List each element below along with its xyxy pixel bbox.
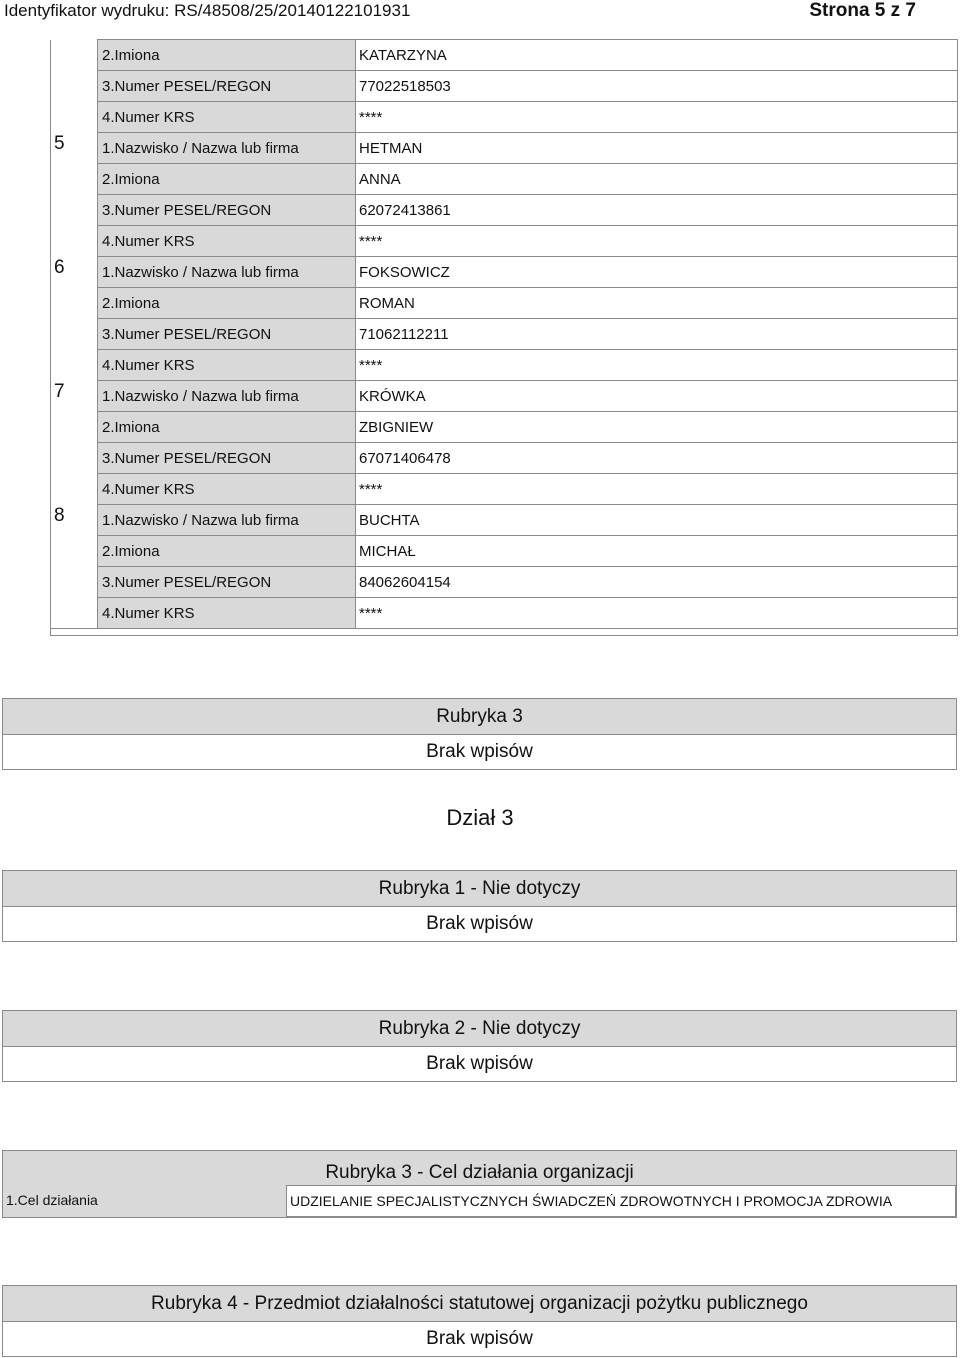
entry-number [51,195,98,226]
dzial3-rubryka-2-empty: Brak wpisów [3,1047,956,1081]
field-label: 3.Numer PESEL/REGON [98,195,356,226]
table-row [51,474,958,505]
field-label: 3.Numer PESEL/REGON [98,443,356,474]
field-label: 4.Numer KRS [98,102,356,133]
table-row [51,412,958,443]
dzial3-rubryka-3-title: Rubryka 3 - Cel działania organizacji [325,1162,634,1183]
field-value: **** [356,598,958,629]
table-row [51,567,958,598]
dzial3-rubryka-1-title: Rubryka 1 - Nie dotyczy [3,871,956,907]
field-label: 4.Numer KRS [98,350,356,381]
table-row [51,505,958,536]
table-end-row [51,629,958,636]
table-row [51,102,958,133]
entry-number [51,350,98,381]
entry-number: 5 [51,133,98,164]
field-label: 4.Numer KRS [98,474,356,505]
field-label: 4.Numer KRS [98,226,356,257]
field-label: 1.Nazwisko / Nazwa lub firma [98,257,356,288]
rubryka-3-empty: Brak wpisów [3,735,956,769]
field-value: **** [356,102,958,133]
field-label: 4.Numer KRS [98,598,356,629]
field-value: KATARZYNA [356,40,958,71]
field-value: **** [356,226,958,257]
field-label: 2.Imiona [98,40,356,71]
entry-number [51,40,98,71]
field-label: 1.Nazwisko / Nazwa lub firma [98,505,356,536]
entry-number [51,288,98,319]
table-row [51,164,958,195]
entry-number [51,102,98,133]
table-row [51,536,958,567]
table-end-cell [51,629,958,636]
field-label: 3.Numer PESEL/REGON [98,71,356,102]
entry-number [51,474,98,505]
persons-table [50,39,958,636]
rubryka-3-title: Rubryka 3 [3,699,956,735]
field-label: 3.Numer PESEL/REGON [98,319,356,350]
rubryka-3-box [2,698,957,770]
field-value: 84062604154 [356,567,958,598]
field-value: **** [356,350,958,381]
field-value: ANNA [356,164,958,195]
table-row [51,40,958,71]
entry-number: 8 [51,505,98,536]
entry-number [51,226,98,257]
entry-number [51,164,98,195]
field-label: 2.Imiona [98,412,356,443]
cel-dzialania-value: UDZIELANIE SPECJALISTYCZNYCH ŚWIADCZEŃ ZDROWOTNYCH I PROMOCJA ZDROWIA [286,1185,956,1217]
field-label: 2.Imiona [98,536,356,567]
field-label: 2.Imiona [98,288,356,319]
dzial3-rubryka-2-box [2,1010,957,1082]
field-value: FOKSOWICZ [356,257,958,288]
page-number: Strona 5 z 7 [809,0,916,21]
field-value: KRÓWKA [356,381,958,412]
dzial3-rubryka-4-box [2,1285,957,1357]
table-row [51,598,958,629]
dzial3-rubryka-1-box [2,870,957,942]
entry-number: 6 [51,257,98,288]
dzial3-rubryka-4-empty: Brak wpisów [3,1322,956,1356]
field-label: 3.Numer PESEL/REGON [98,567,356,598]
table-row [51,350,958,381]
field-value: **** [356,474,958,505]
entry-number [51,536,98,567]
dzial3-rubryka-2-title: Rubryka 2 - Nie dotyczy [3,1011,956,1047]
dzial-3-title: Dział 3 [446,805,514,830]
field-value: HETMAN [356,133,958,164]
field-label: 1.Nazwisko / Nazwa lub firma [98,133,356,164]
field-label: 2.Imiona [98,164,356,195]
table-row [51,257,958,288]
field-value: MICHAŁ [356,536,958,567]
dzial3-rubryka-1-empty: Brak wpisów [3,907,956,941]
dzial3-rubryka-3-box [2,1150,957,1218]
table-row [51,226,958,257]
entry-number [51,567,98,598]
field-value: 71062112211 [356,319,958,350]
entry-number [51,412,98,443]
field-value: ZBIGNIEW [356,412,958,443]
entry-number: 7 [51,381,98,412]
field-label: 1.Nazwisko / Nazwa lub firma [98,381,356,412]
table-row [51,288,958,319]
table-row [51,443,958,474]
print-identifier: Identyfikator wydruku: RS/48508/25/20140122101931 [4,1,411,20]
field-value: BUCHTA [356,505,958,536]
table-row [51,381,958,412]
cel-dzialania-row [3,1185,956,1217]
dzial3-rubryka-4-title: Rubryka 4 - Przedmiot działalności statutowej organizacji pożytku publicznego [3,1286,956,1322]
table-row [51,71,958,102]
field-value: ROMAN [356,288,958,319]
table-row [51,195,958,226]
field-value: 62072413861 [356,195,958,226]
entry-number [51,443,98,474]
field-value: 77022518503 [356,71,958,102]
field-value: 67071406478 [356,443,958,474]
cel-dzialania-label: 1.Cel działania [3,1185,286,1217]
entry-number [51,319,98,350]
table-row [51,133,958,164]
entry-number [51,71,98,102]
entry-number [51,598,98,629]
table-row [51,319,958,350]
